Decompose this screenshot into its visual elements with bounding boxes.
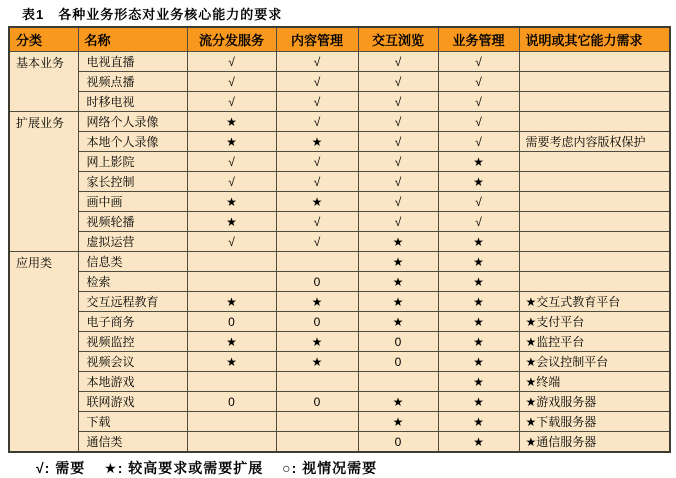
header-business-management: 业务管理 (438, 27, 519, 52)
name-cell: 网络个人录像 (78, 112, 187, 132)
note-cell: ★下载服务器 (519, 412, 670, 432)
table-row (9, 392, 670, 412)
mgmt-cell: ★ (438, 232, 519, 252)
stream-cell: ★ (187, 332, 276, 352)
stream-cell: ★ (187, 132, 276, 152)
content-cell (276, 252, 358, 272)
note-cell (519, 92, 670, 112)
table-row (9, 72, 670, 92)
name-cell: 通信类 (78, 432, 187, 453)
mgmt-cell: ★ (438, 272, 519, 292)
stream-cell (187, 272, 276, 292)
content-cell: √ (276, 152, 358, 172)
mgmt-cell: √ (438, 52, 519, 72)
note-cell: ★交互式教育平台 (519, 292, 670, 312)
name-cell: 下载 (78, 412, 187, 432)
table-row (9, 192, 670, 212)
table-row (9, 252, 670, 272)
browse-cell: ★ (358, 392, 438, 412)
legend-check: √: 需要 (36, 460, 86, 476)
content-cell: √ (276, 232, 358, 252)
table-row (9, 312, 670, 332)
name-cell: 视频点播 (78, 72, 187, 92)
stream-cell: 0 (187, 312, 276, 332)
content-cell: √ (276, 72, 358, 92)
stream-cell: √ (187, 172, 276, 192)
table-row (9, 352, 670, 372)
mgmt-cell: √ (438, 132, 519, 152)
name-cell: 视频轮播 (78, 212, 187, 232)
browse-cell: √ (358, 172, 438, 192)
note-cell (519, 172, 670, 192)
mgmt-cell: ★ (438, 352, 519, 372)
table-row (9, 92, 670, 112)
mgmt-cell: √ (438, 192, 519, 212)
content-cell: √ (276, 212, 358, 232)
name-cell: 视频会议 (78, 352, 187, 372)
header-notes: 说明或其它能力需求 (519, 27, 670, 52)
header-content-management: 内容管理 (276, 27, 358, 52)
table-row (9, 412, 670, 432)
stream-cell: 0 (187, 392, 276, 412)
mgmt-cell: ★ (438, 292, 519, 312)
table-row (9, 232, 670, 252)
table-row (9, 332, 670, 352)
table-row (9, 372, 670, 392)
note-cell (519, 272, 670, 292)
stream-cell: ★ (187, 292, 276, 312)
mgmt-cell: √ (438, 92, 519, 112)
content-cell: √ (276, 52, 358, 72)
table-row (9, 52, 670, 72)
content-cell: ★ (276, 332, 358, 352)
content-cell (276, 412, 358, 432)
note-cell: ★终端 (519, 372, 670, 392)
mgmt-cell: ★ (438, 392, 519, 412)
header-interactive-browsing: 交互浏览 (358, 27, 438, 52)
category-cell-extended: 扩展业务 (9, 112, 78, 252)
name-cell: 视频监控 (78, 332, 187, 352)
browse-cell: √ (358, 112, 438, 132)
table-row (9, 212, 670, 232)
stream-cell: ★ (187, 192, 276, 212)
content-cell: √ (276, 172, 358, 192)
browse-cell: 0 (358, 432, 438, 453)
note-cell: ★通信服务器 (519, 432, 670, 453)
name-cell: 联网游戏 (78, 392, 187, 412)
content-cell: √ (276, 112, 358, 132)
legend-circle: ○: 视情况需要 (282, 460, 378, 476)
note-cell: ★会议控制平台 (519, 352, 670, 372)
mgmt-cell: ★ (438, 372, 519, 392)
table-row (9, 292, 670, 312)
mgmt-cell: ★ (438, 252, 519, 272)
stream-cell: ★ (187, 112, 276, 132)
name-cell: 电子商务 (78, 312, 187, 332)
note-cell (519, 232, 670, 252)
note-cell: 需要考虑内容版权保护 (519, 132, 670, 152)
browse-cell: 0 (358, 352, 438, 372)
table-row (9, 132, 670, 152)
note-cell (519, 192, 670, 212)
table-caption: 表1 各种业务形态对业务核心能力的要求 (22, 7, 283, 22)
content-cell: 0 (276, 312, 358, 332)
legend-star: ★: 较高要求或需要扩展 (104, 460, 264, 476)
note-cell (519, 52, 670, 72)
content-cell: ★ (276, 132, 358, 152)
note-cell: ★监控平台 (519, 332, 670, 352)
mgmt-cell: ★ (438, 152, 519, 172)
name-cell: 家长控制 (78, 172, 187, 192)
table-row (9, 172, 670, 192)
browse-cell: √ (358, 92, 438, 112)
table-row (9, 112, 670, 132)
name-cell: 本地游戏 (78, 372, 187, 392)
content-cell (276, 372, 358, 392)
name-cell: 画中画 (78, 192, 187, 212)
stream-cell: ★ (187, 212, 276, 232)
name-cell: 检索 (78, 272, 187, 292)
symbol-legend (36, 458, 676, 478)
content-cell: ★ (276, 292, 358, 312)
content-cell: √ (276, 92, 358, 112)
header-category: 分类 (9, 27, 78, 52)
table-header-row (9, 27, 670, 52)
browse-cell: √ (358, 72, 438, 92)
content-cell (276, 432, 358, 453)
name-cell: 虚拟运营 (78, 232, 187, 252)
stream-cell: √ (187, 72, 276, 92)
browse-cell (358, 372, 438, 392)
stream-cell: √ (187, 52, 276, 72)
header-name: 名称 (78, 27, 187, 52)
table-row (9, 272, 670, 292)
category-cell-application: 应用类 (9, 252, 78, 453)
table-row (9, 152, 670, 172)
note-cell: ★游戏服务器 (519, 392, 670, 412)
browse-cell: √ (358, 132, 438, 152)
note-cell (519, 152, 670, 172)
stream-cell (187, 432, 276, 453)
business-capability-table (8, 26, 671, 453)
mgmt-cell: ★ (438, 172, 519, 192)
category-cell-basic: 基本业务 (9, 52, 78, 112)
name-cell: 本地个人录像 (78, 132, 187, 152)
browse-cell: ★ (358, 292, 438, 312)
browse-cell: ★ (358, 312, 438, 332)
browse-cell: √ (358, 192, 438, 212)
note-cell (519, 252, 670, 272)
content-cell: ★ (276, 352, 358, 372)
table-row (9, 432, 670, 453)
name-cell: 网上影院 (78, 152, 187, 172)
stream-cell: √ (187, 92, 276, 112)
content-cell: 0 (276, 392, 358, 412)
stream-cell (187, 252, 276, 272)
content-cell: ★ (276, 192, 358, 212)
note-cell (519, 212, 670, 232)
mgmt-cell: √ (438, 72, 519, 92)
stream-cell (187, 372, 276, 392)
name-cell: 时移电视 (78, 92, 187, 112)
content-cell: 0 (276, 272, 358, 292)
stream-cell (187, 412, 276, 432)
browse-cell: ★ (358, 232, 438, 252)
name-cell: 交互远程教育 (78, 292, 187, 312)
mgmt-cell: ★ (438, 412, 519, 432)
mgmt-cell: √ (438, 212, 519, 232)
mgmt-cell: ★ (438, 432, 519, 453)
browse-cell: √ (358, 152, 438, 172)
browse-cell: ★ (358, 252, 438, 272)
stream-cell: √ (187, 152, 276, 172)
note-cell: ★支付平台 (519, 312, 670, 332)
name-cell: 信息类 (78, 252, 187, 272)
stream-cell: √ (187, 232, 276, 252)
browse-cell: √ (358, 212, 438, 232)
browse-cell: ★ (358, 412, 438, 432)
browse-cell: ★ (358, 272, 438, 292)
browse-cell: 0 (358, 332, 438, 352)
mgmt-cell: ★ (438, 332, 519, 352)
mgmt-cell: ★ (438, 312, 519, 332)
browse-cell: √ (358, 52, 438, 72)
name-cell: 电视直播 (78, 52, 187, 72)
stream-cell: ★ (187, 352, 276, 372)
note-cell (519, 72, 670, 92)
header-stream-distribution: 流分发服务 (187, 27, 276, 52)
note-cell (519, 112, 670, 132)
mgmt-cell: √ (438, 112, 519, 132)
